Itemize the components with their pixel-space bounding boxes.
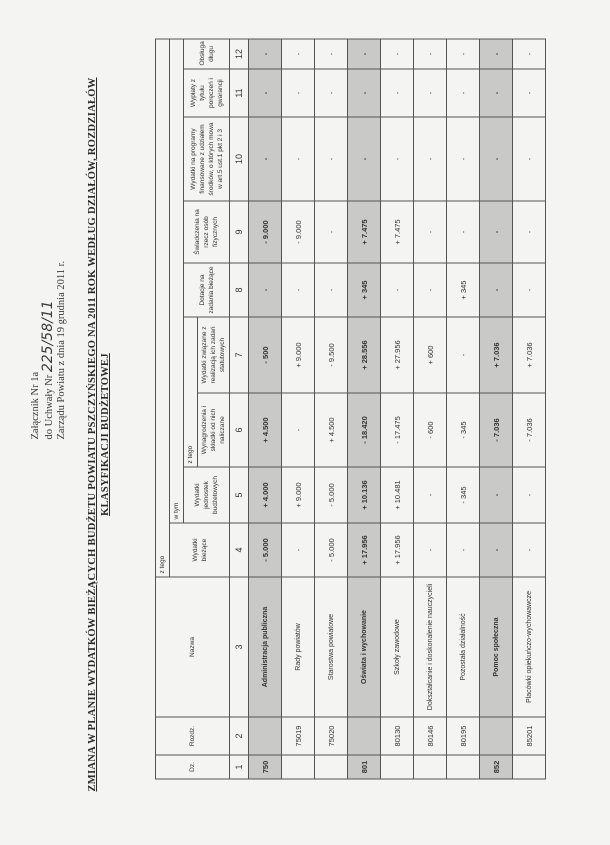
- cell-c8: -: [414, 263, 447, 317]
- cell-c4: -: [480, 523, 513, 577]
- cell-dz: [381, 755, 414, 779]
- cell-c5: + 4.000: [249, 467, 282, 523]
- cell-c7: + 600: [414, 317, 447, 393]
- cell-c6: -: [282, 393, 315, 467]
- cell-c8: + 345: [447, 263, 480, 317]
- cell-c5: -: [414, 467, 447, 523]
- cell-rozdz: 85201: [513, 717, 546, 755]
- cell-c12: -: [513, 39, 546, 69]
- table-body: [230, 39, 546, 779]
- cell-c6: - 7.036: [480, 393, 513, 467]
- cell-rozdz: 80130: [381, 717, 414, 755]
- cell-c7: - 9.500: [315, 317, 348, 393]
- document-header: [0, 0, 150, 845]
- header-dotacje: Dotacje na zadania bieżące: [184, 263, 230, 317]
- header-wydatki-biezace: Wydatki bieżące: [170, 523, 230, 577]
- cell-c4: -: [282, 523, 315, 577]
- document-title: ZMIANA W PLANIE WYDATKÓW BIEŻĄCYCH BUDŻETU POWIATU PSZCZYŃSKIEGO NA 2011 ROK WEDŁUG DZIAŁÓW, ROZDZIAŁÓW: [87, 77, 98, 792]
- cell-c10: -: [447, 117, 480, 201]
- cell-c7: + 27.956: [381, 317, 414, 393]
- cell-dz: [447, 755, 480, 779]
- header-w-tym: w tym: [170, 39, 184, 523]
- cell-c8: -: [315, 263, 348, 317]
- column-index-cell: 7: [230, 317, 249, 393]
- cell-c11: -: [249, 69, 282, 117]
- cell-rozdz: [480, 717, 513, 755]
- cell-c7: - 500: [249, 317, 282, 393]
- cell-c11: -: [315, 69, 348, 117]
- cell-c7: + 28.556: [348, 317, 381, 393]
- cell-c11: -: [282, 69, 315, 117]
- cell-dz: [282, 755, 315, 779]
- column-index-cell: 9: [230, 201, 249, 263]
- table-row: [414, 39, 447, 779]
- cell-c5: + 9.000: [282, 467, 315, 523]
- cell-nazwa: Oświata i wychowanie: [348, 577, 381, 717]
- cell-nazwa: Administracja publiczna: [249, 577, 282, 717]
- cell-c5: -: [480, 467, 513, 523]
- cell-c12: -: [249, 39, 282, 69]
- cell-c9: + 7.475: [381, 201, 414, 263]
- cell-nazwa: Dokształcanie i doskonalenie nauczycieli: [414, 577, 447, 717]
- cell-c8: -: [249, 263, 282, 317]
- cell-c10: -: [315, 117, 348, 201]
- cell-c12: -: [282, 39, 315, 69]
- header-swiadczenia: Świadczenia na rzecz osób fizycznych: [184, 201, 230, 263]
- column-index-cell: 1: [230, 755, 249, 779]
- cell-c6: + 4.500: [249, 393, 282, 467]
- column-index-cell: 11: [230, 69, 249, 117]
- cell-c12: -: [381, 39, 414, 69]
- cell-c5: - 5.000: [315, 467, 348, 523]
- cell-nazwa: Szkoły zawodowe: [381, 577, 414, 717]
- cell-c10: -: [513, 117, 546, 201]
- cell-c12: -: [315, 39, 348, 69]
- cell-c9: -: [480, 201, 513, 263]
- cell-c4: -: [447, 523, 480, 577]
- cell-dz: 852: [480, 755, 513, 779]
- header-wydatki-programy: Wydatki na programy finansowane z udziałem środków, o których mowa w art.5 ust.1 pkt 2 i 3: [184, 117, 230, 201]
- cell-rozdz: 80195: [447, 717, 480, 755]
- header-z-tego: z tego: [156, 39, 170, 577]
- cell-c8: -: [381, 263, 414, 317]
- cell-c5: + 10.136: [348, 467, 381, 523]
- cell-c9: + 7.475: [348, 201, 381, 263]
- budget-table: [155, 38, 546, 779]
- cell-c12: -: [447, 39, 480, 69]
- cell-c8: -: [282, 263, 315, 317]
- column-index-cell: 5: [230, 467, 249, 523]
- cell-c8: + 345: [348, 263, 381, 317]
- cell-c5: - 345: [447, 467, 480, 523]
- table-row: [447, 39, 480, 779]
- table-row: [513, 39, 546, 779]
- cell-c9: - 9.000: [249, 201, 282, 263]
- cell-c4: + 17.956: [381, 523, 414, 577]
- annex-line-2: [42, 120, 56, 440]
- cell-rozdz: [249, 717, 282, 755]
- cell-c12: -: [348, 39, 381, 69]
- section-row: [348, 39, 381, 779]
- cell-nazwa: Pomoc społeczna: [480, 577, 513, 717]
- cell-c9: -: [513, 201, 546, 263]
- table-row: [315, 39, 348, 779]
- cell-nazwa: Rady powiatów: [282, 577, 315, 717]
- document-title-line-2: KLASYFIKACJI BUDŻETOWEJ: [100, 353, 111, 516]
- cell-c10: -: [348, 117, 381, 201]
- cell-c7: + 7.036: [480, 317, 513, 393]
- table-row: [282, 39, 315, 779]
- annex-line-3: Zarządu Powiatu z dnia 19 grudnia 2011 r.: [56, 260, 67, 440]
- section-row: [480, 39, 513, 779]
- cell-c11: -: [480, 69, 513, 117]
- annex-note: [30, 120, 68, 440]
- header-obsluga: Obsługa długu: [184, 39, 230, 69]
- header-nazwa: Nazwa: [156, 577, 230, 717]
- cell-dz: 801: [348, 755, 381, 779]
- annex-line-2-prefix: do Uchwały Nr: [44, 374, 55, 440]
- cell-c7: + 7.036: [513, 317, 546, 393]
- cell-c9: -: [447, 201, 480, 263]
- cell-c9: -: [414, 201, 447, 263]
- cell-c9: - 9.000: [282, 201, 315, 263]
- cell-nazwa: Pozostała działalność: [447, 577, 480, 717]
- column-index-cell: 2: [230, 717, 249, 755]
- column-index-cell: 6: [230, 393, 249, 467]
- column-index-cell: 12: [230, 39, 249, 69]
- column-index-cell: 4: [230, 523, 249, 577]
- cell-c8: -: [513, 263, 546, 317]
- column-index-row: [230, 39, 249, 779]
- cell-rozdz: 80146: [414, 717, 447, 755]
- header-dz: Dz.: [156, 755, 230, 779]
- cell-rozdz: 75020: [315, 717, 348, 755]
- cell-c6: - 345: [447, 393, 480, 467]
- header-rozdz: Rozdz.: [156, 717, 230, 755]
- cell-c11: -: [414, 69, 447, 117]
- cell-c6: - 17.475: [381, 393, 414, 467]
- cell-dz: 750: [249, 755, 282, 779]
- cell-c4: -: [414, 523, 447, 577]
- header-wydatki-jednostek: Wydatki jednostek budżetowych: [184, 467, 230, 523]
- table-row: [381, 39, 414, 779]
- cell-c8: -: [480, 263, 513, 317]
- cell-c9: -: [315, 201, 348, 263]
- cell-c11: -: [447, 69, 480, 117]
- cell-c10: -: [381, 117, 414, 201]
- cell-c10: -: [480, 117, 513, 201]
- cell-c7: + 9.000: [282, 317, 315, 393]
- cell-nazwa: Starostwa powiatowe: [315, 577, 348, 717]
- column-index-cell: 3: [230, 577, 249, 717]
- cell-c10: -: [414, 117, 447, 201]
- cell-dz: [513, 755, 546, 779]
- cell-c5: + 10.481: [381, 467, 414, 523]
- cell-c12: -: [480, 39, 513, 69]
- annex-line-1: Załącznik Nr 1a: [30, 371, 41, 440]
- cell-c10: -: [249, 117, 282, 201]
- section-row: [249, 39, 282, 779]
- cell-c4: - 5.000: [249, 523, 282, 577]
- cell-c4: + 17.956: [348, 523, 381, 577]
- cell-c6: - 600: [414, 393, 447, 467]
- column-index-cell: 10: [230, 117, 249, 201]
- cell-dz: [414, 755, 447, 779]
- resolution-number-handwritten: 225/58/11: [40, 300, 56, 373]
- cell-c4: - 5.000: [315, 523, 348, 577]
- cell-c7: -: [447, 317, 480, 393]
- column-index-cell: 8: [230, 263, 249, 317]
- cell-c11: -: [381, 69, 414, 117]
- cell-rozdz: [348, 717, 381, 755]
- cell-nazwa: Placówki opiekuńczo-wychowawcze: [513, 577, 546, 717]
- header-wynagrodzenia: Wynagrodzenia i składki od nich naliczane: [198, 393, 230, 467]
- cell-c11: -: [513, 69, 546, 117]
- header-z-tego-2: z tego: [184, 317, 198, 467]
- cell-c4: -: [513, 523, 546, 577]
- header-wyplaty: Wypłaty z tytułu poręczeń i gwarancji: [184, 69, 230, 117]
- cell-c11: -: [348, 69, 381, 117]
- cell-c6: + 4.500: [315, 393, 348, 467]
- cell-rozdz: 75019: [282, 717, 315, 755]
- cell-c10: -: [282, 117, 315, 201]
- cell-dz: [315, 755, 348, 779]
- header-wydatki-zwiazane: Wydatki związane z realizacją ich zadań statutowych: [198, 317, 230, 393]
- cell-c5: -: [513, 467, 546, 523]
- cell-c6: - 18.420: [348, 393, 381, 467]
- cell-c12: -: [414, 39, 447, 69]
- cell-c6: - 7.036: [513, 393, 546, 467]
